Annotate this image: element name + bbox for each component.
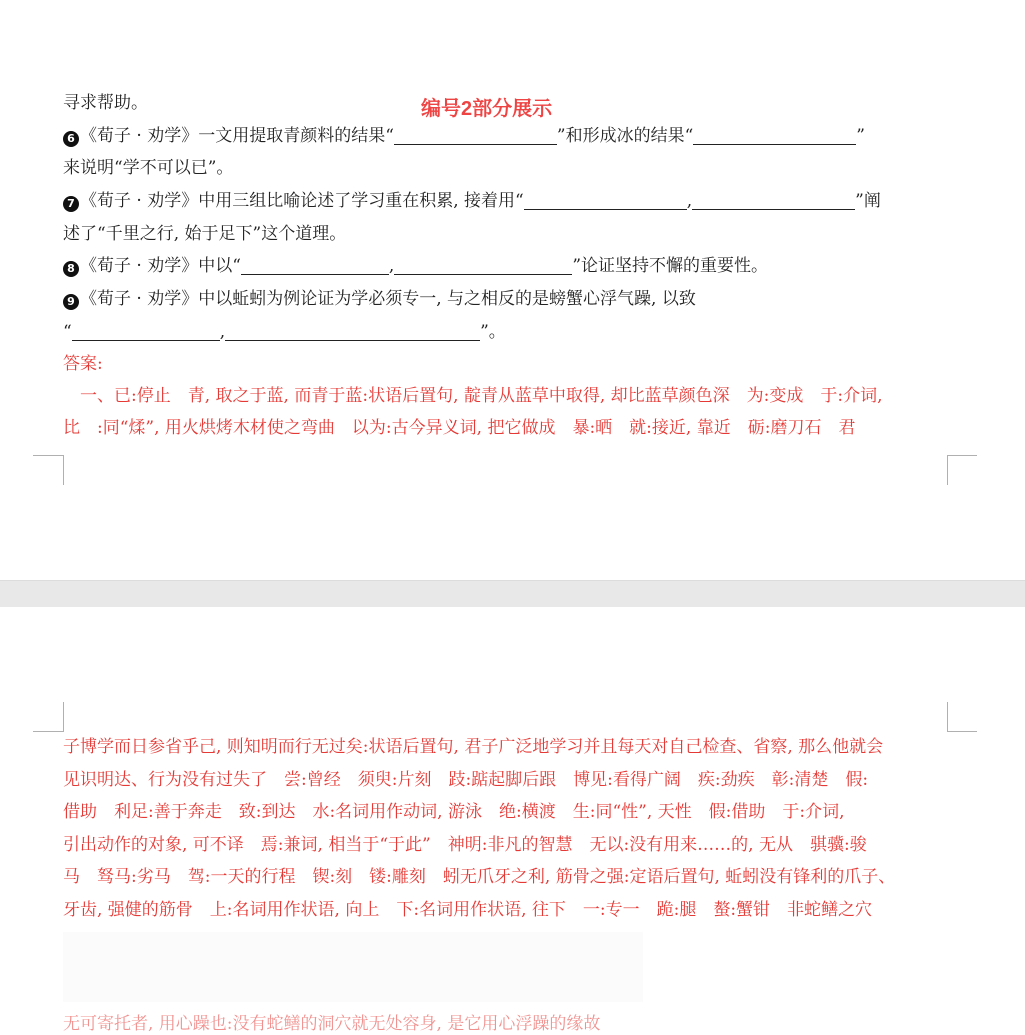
fill-blank[interactable] xyxy=(241,259,389,275)
fill-blank[interactable] xyxy=(524,194,687,210)
fill-blank[interactable] xyxy=(225,325,480,341)
question-8 xyxy=(63,255,768,277)
question-text: ”。 xyxy=(480,322,506,342)
question-text: 《荀子 · 劝学》一文用提取青颜料的结果“ xyxy=(80,126,394,146)
question-9 xyxy=(63,288,696,310)
crop-mark xyxy=(947,455,977,456)
crop-mark xyxy=(63,702,64,732)
fill-blank[interactable] xyxy=(72,325,220,341)
question-number-badge: 7 xyxy=(63,196,79,212)
crop-mark xyxy=(947,702,948,732)
watermark: 编号2部分展示 xyxy=(421,98,553,120)
answer-line: 比 :同“煣”, 用火烘烤木材使之弯曲 以为:古今异义词, 把它做成 暴:晒 就:接近, 靠近 砺:磨刀石 君 xyxy=(63,418,856,438)
fill-blank[interactable] xyxy=(394,259,572,275)
question-text: , xyxy=(219,322,226,342)
question-text: ”阐 xyxy=(855,191,881,211)
page-separator xyxy=(0,580,1025,608)
answer-label: 答案: xyxy=(63,354,103,374)
text-line: 述了“千里之行, 始于足下”这个道理。 xyxy=(63,224,347,244)
text-line: 寻求帮助。 xyxy=(63,93,148,113)
answer-line: 子博学而日参省乎己, 则知明而行无过矣:状语后置句, 君子广泛地学习并且每天对自己检查、省察, 那么他就会 xyxy=(63,737,884,757)
question-9-blanks xyxy=(63,321,506,343)
fill-blank[interactable] xyxy=(394,129,557,145)
answer-line: 一、已:停止 青, 取之于蓝, 而青于蓝:状语后置句, 靛青从蓝草中取得, 却比蓝草颜色深 为:变成 于:介词, xyxy=(80,386,883,406)
answer-line: 借助 利足:善于奔走 致:到达 水:名词用作动词, 游泳 绝:横渡 生:同“性”, 天性 假:借助 于:介词, xyxy=(63,802,845,822)
question-text: ”和形成冰的结果“ xyxy=(556,126,694,146)
question-number-badge: 9 xyxy=(63,294,79,310)
question-text: 《荀子 · 劝学》中以“ xyxy=(80,256,241,276)
crop-mark xyxy=(947,455,948,485)
question-text: “ xyxy=(63,322,72,342)
question-text: ” xyxy=(856,126,865,146)
crop-mark xyxy=(33,731,63,732)
question-number-badge: 6 xyxy=(63,131,79,147)
answer-line: 引出动作的对象, 可不译 焉:兼词, 相当于“于此” 神明:非凡的智慧 无以:没有用来……的, 无从 骐骥:骏 xyxy=(63,835,867,855)
crop-mark xyxy=(947,731,977,732)
question-text: ”论证坚持不懈的重要性。 xyxy=(572,256,769,276)
blurred-region xyxy=(63,932,643,1002)
crop-mark xyxy=(33,455,63,456)
crop-mark xyxy=(63,455,64,485)
fill-blank[interactable] xyxy=(692,194,855,210)
fill-blank[interactable] xyxy=(693,129,856,145)
answer-line: 牙齿, 强健的筋骨 上:名词用作状语, 向上 下:名词用作状语, 往下 一:专一 跪:腿 螯:蟹钳 非蛇鳝之穴 xyxy=(63,900,873,920)
document-page-2 xyxy=(0,607,1025,1034)
question-text: , xyxy=(686,191,693,211)
answer-line: 马 驽马:劣马 驾:一天的行程 锲:刻 镂:雕刻 蚓无爪牙之利, 筋骨之强:定语后置句, 蚯蚓没有锋利的爪子、 xyxy=(63,867,896,887)
text-line: 来说明“学不可以已”。 xyxy=(63,158,234,178)
answer-line: 无可寄托者, 用心躁也:没有蛇鳝的洞穴就无处容身, 是它用心浮躁的缘故 xyxy=(63,1014,601,1034)
question-text: , xyxy=(388,256,395,276)
question-6 xyxy=(63,125,865,147)
question-text: 《荀子 · 劝学》中以蚯蚓为例论证为学必须专一, 与之相反的是螃蟹心浮气躁, 以致 xyxy=(80,289,696,309)
question-text: 《荀子 · 劝学》中用三组比喻论述了学习重在积累, 接着用“ xyxy=(80,191,524,211)
question-7 xyxy=(63,190,881,212)
question-number-badge: 8 xyxy=(63,261,79,277)
answer-line: 见识明达、行为没有过失了 尝:曾经 须臾:片刻 跂:踮起脚后跟 博见:看得广阔 疾:劲疾 彰:清楚 假: xyxy=(63,770,869,790)
